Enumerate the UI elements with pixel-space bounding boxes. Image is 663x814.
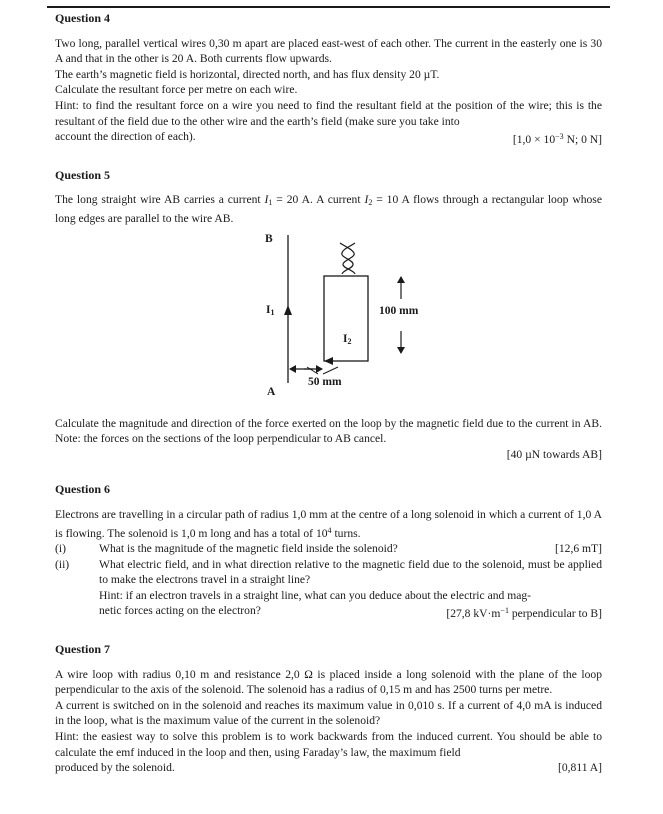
question-6-title: Question 6 [55,482,111,497]
question-4 [55,11,602,148]
question-7-answer: [0,811 A] [557,761,602,775]
question-7-task: A current is switched on in the solenoid and reaches its maximum value in 0,010 s. If a current of 4,0 mA is induced in the loop, what is the maximum value of the current in the solenoid? [55,698,602,728]
question-7 [55,642,602,776]
label-i1: $I_1$ [266,303,275,317]
page-content [55,11,602,776]
part-ii-hint: Hint: if an electron travels in a straight line, what can you deduce about the electric and mag- [99,588,532,602]
question-6 [55,482,602,622]
question-4-earth-field: The earth’s magnetic field is horizontal, directed north, and has flux density 20 µT. [55,67,440,81]
twisted-leads [340,243,355,274]
part-ii-number: (ii) [55,557,70,571]
question-5 [55,168,602,463]
part-ii-answer: [27,8 $kV\cdot m^{-1}$ perpendicular to B] [446,606,602,621]
question-6-part-i [55,541,602,557]
current-i1-arrow-icon [284,305,292,315]
label-gap: 50 mm [308,375,342,388]
question-5-statement: The long straight wire AB carries a current $I_1 = 20$ A. A current $I_2 = 10$ A flows through a rectangular loop whose long edges are parallel to the wire AB. [55,193,602,225]
part-ii-text: What electric field, and in what direction relative to the magnetic field due to the solenoid, must be applied to make the electrons travel in a straight line? [99,557,602,587]
label-length: 100 mm [379,304,419,317]
question-7-hint-end-line [55,760,602,776]
question-5-answer: [40 µN towards AB] [506,447,602,461]
question-4-hint: Hint: to find the resultant force on a wire you need to find the resultant field at the position of the wire; this is the resultant of the field due to the other wire and the earth’s field (make sure you take into [55,98,602,128]
question-5-title: Question 5 [55,167,111,182]
question-4-answer: [$1,0 \times 10^{-3}$ N; 0 N] [512,132,602,147]
top-rule [47,6,610,8]
gap-leader-left [307,367,318,374]
question-6-part-ii [55,557,602,622]
wire-loop-figure [55,231,602,411]
part-i-number: (i) [55,542,66,556]
gap-leader-right [323,367,338,374]
question-6-statement: Electrons are travelling in a circular path of radius 1,0 mm at the centre of a long solenoid in which a current of 1,0 A is flowing. The solenoid is 1,0 m long and has a total of $10^4$ turns. [55,507,602,540]
question-4-title: Question 4 [55,11,111,25]
part-i-answer: [12,6 mT] [554,542,602,556]
question-7-statement: A wire loop with radius 0,10 m and resistance 2,0 Ω is placed inside a long solenoid with the plane of the loop perpendicular to the axis of the solenoid. The solenoid has a radius of 0,15 m and has 2500 turns per metre. [55,667,602,697]
question-7-title: Question 7 [55,642,111,657]
question-4-task: Calculate the resultant force per metre on each wire. [55,83,298,97]
question-7-hint: Hint: the easiest way to solve this problem is to work backwards from the induced current. You should be able to calculate the emf induced in the loop and then, using Faraday’s law, the maximum field [55,730,602,759]
question-7-hint-end: produced by the solenoid. [55,761,175,775]
current-i2-arrow-icon [324,357,333,365]
question-4-hint-end-line [55,129,602,148]
question-4-statement: Two long, parallel vertical wires 0,30 m apart are placed east-west of each other. The current in the easterly one is 30 A and that in the other is 20 A. Both currents flow upwards. [55,36,602,66]
label-i2: $I_2$ [343,332,352,346]
part-i-text: What is the magnitude of the magnetic field inside the solenoid? [99,542,398,556]
label-b: B [265,232,273,245]
part-ii-hint-end-line [99,603,602,622]
question-5-task: Calculate the magnitude and direction of the force exerted on the loop by the magnetic field due to the current in AB. Note: the forces on the sections of the loop perpendicular to AB cancel. [55,416,602,446]
part-ii-hint-end: netic forces acting on the electron? [99,604,261,618]
label-a: A [267,385,276,398]
question-4-hint-end: account the direction of each). [55,130,196,144]
